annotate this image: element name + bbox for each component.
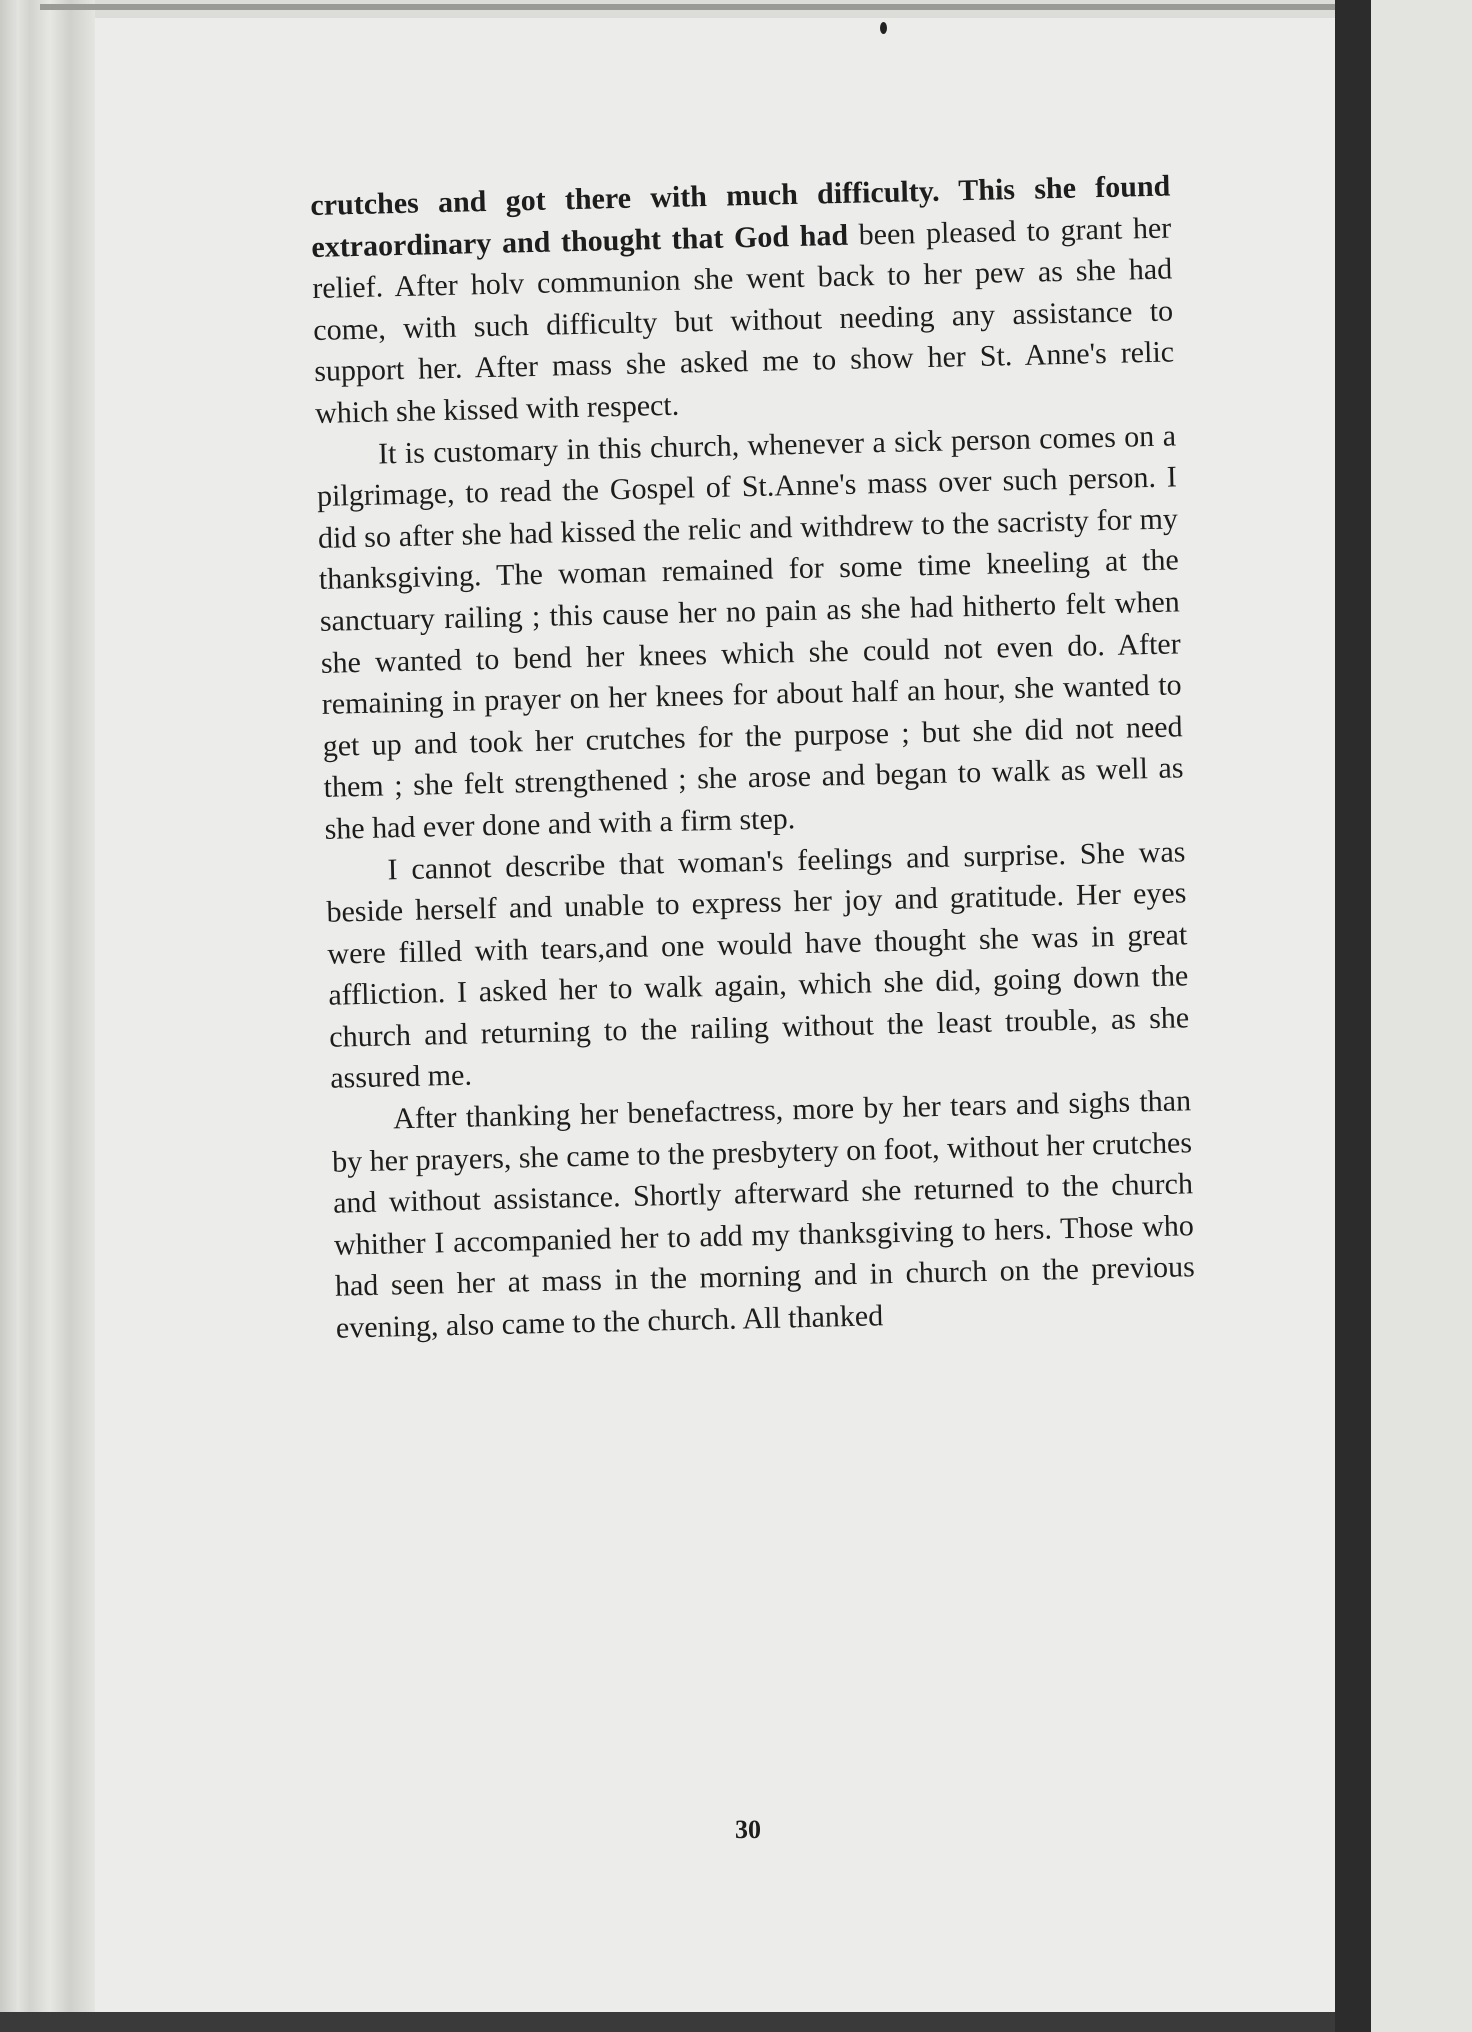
paragraph-1 [310,165,1175,434]
paragraph-3: I cannot describe that woman's feelings and surprise. She was beside herself and unable to express her joy and gratitude. Her eyes were filled with tears,and one would have thought she was in great affliction. I asked her to walk again, which she did, going down the church and returning to the railing without the least trouble, as she assured me. [326,834,1190,1096]
paragraph-4: After thanking her benefactress, more by her tears and sighs than by her prayers, she came to the presbytery on foot, without her crutches and without assistance. Shortly afterward she returned to the church whither I accompanied her to add my thanksgiving to hers. Those who had seen her at mass in the morning and in church on the previous evening, also came to the church. All thanked [331,1084,1196,1345]
right-margin [1371,0,1472,2032]
bottom-page-edge [0,2012,1335,2032]
paragraph-1-text: been pleased to grant her relief. After holv communion she went back to her pew as she had come, with such difficulty but without needing any assistance to support her. After mass she asked me to show her St. Anne's relic which she kissed with respect. [311,211,1175,430]
paragraph-1-bold-text: crutches and got there with much difficulty. This she found extraordinary and thought that God had [310,169,1171,264]
body-text [310,165,1196,1349]
ink-speck [880,22,887,34]
top-page-edge [40,4,1335,10]
right-page-edge-shadow [1335,0,1371,2032]
page-number: 30 [735,1815,761,1844]
book-spine-edge [0,0,95,2032]
paragraph-2: It is customary in this church, whenever a sick person comes on a pilgrimage, to read the Gospel of St.Anne's mass over such person. I did so after she had kissed the relic and withdrew to the sacristy for my thanksgiving. The woman remained for some time kneeling at the sanctuary railing ; this cause her no pain as she had hitherto felt when she wanted to bend her knees which she could not even do. After remaining in prayer on her knees for about half an hour, she wanted to get up and took her crutches for the purpose ; but she did not need them ; she felt strengthened ; she arose and began to walk as well as she had ever done and with a firm step. [316,418,1184,846]
